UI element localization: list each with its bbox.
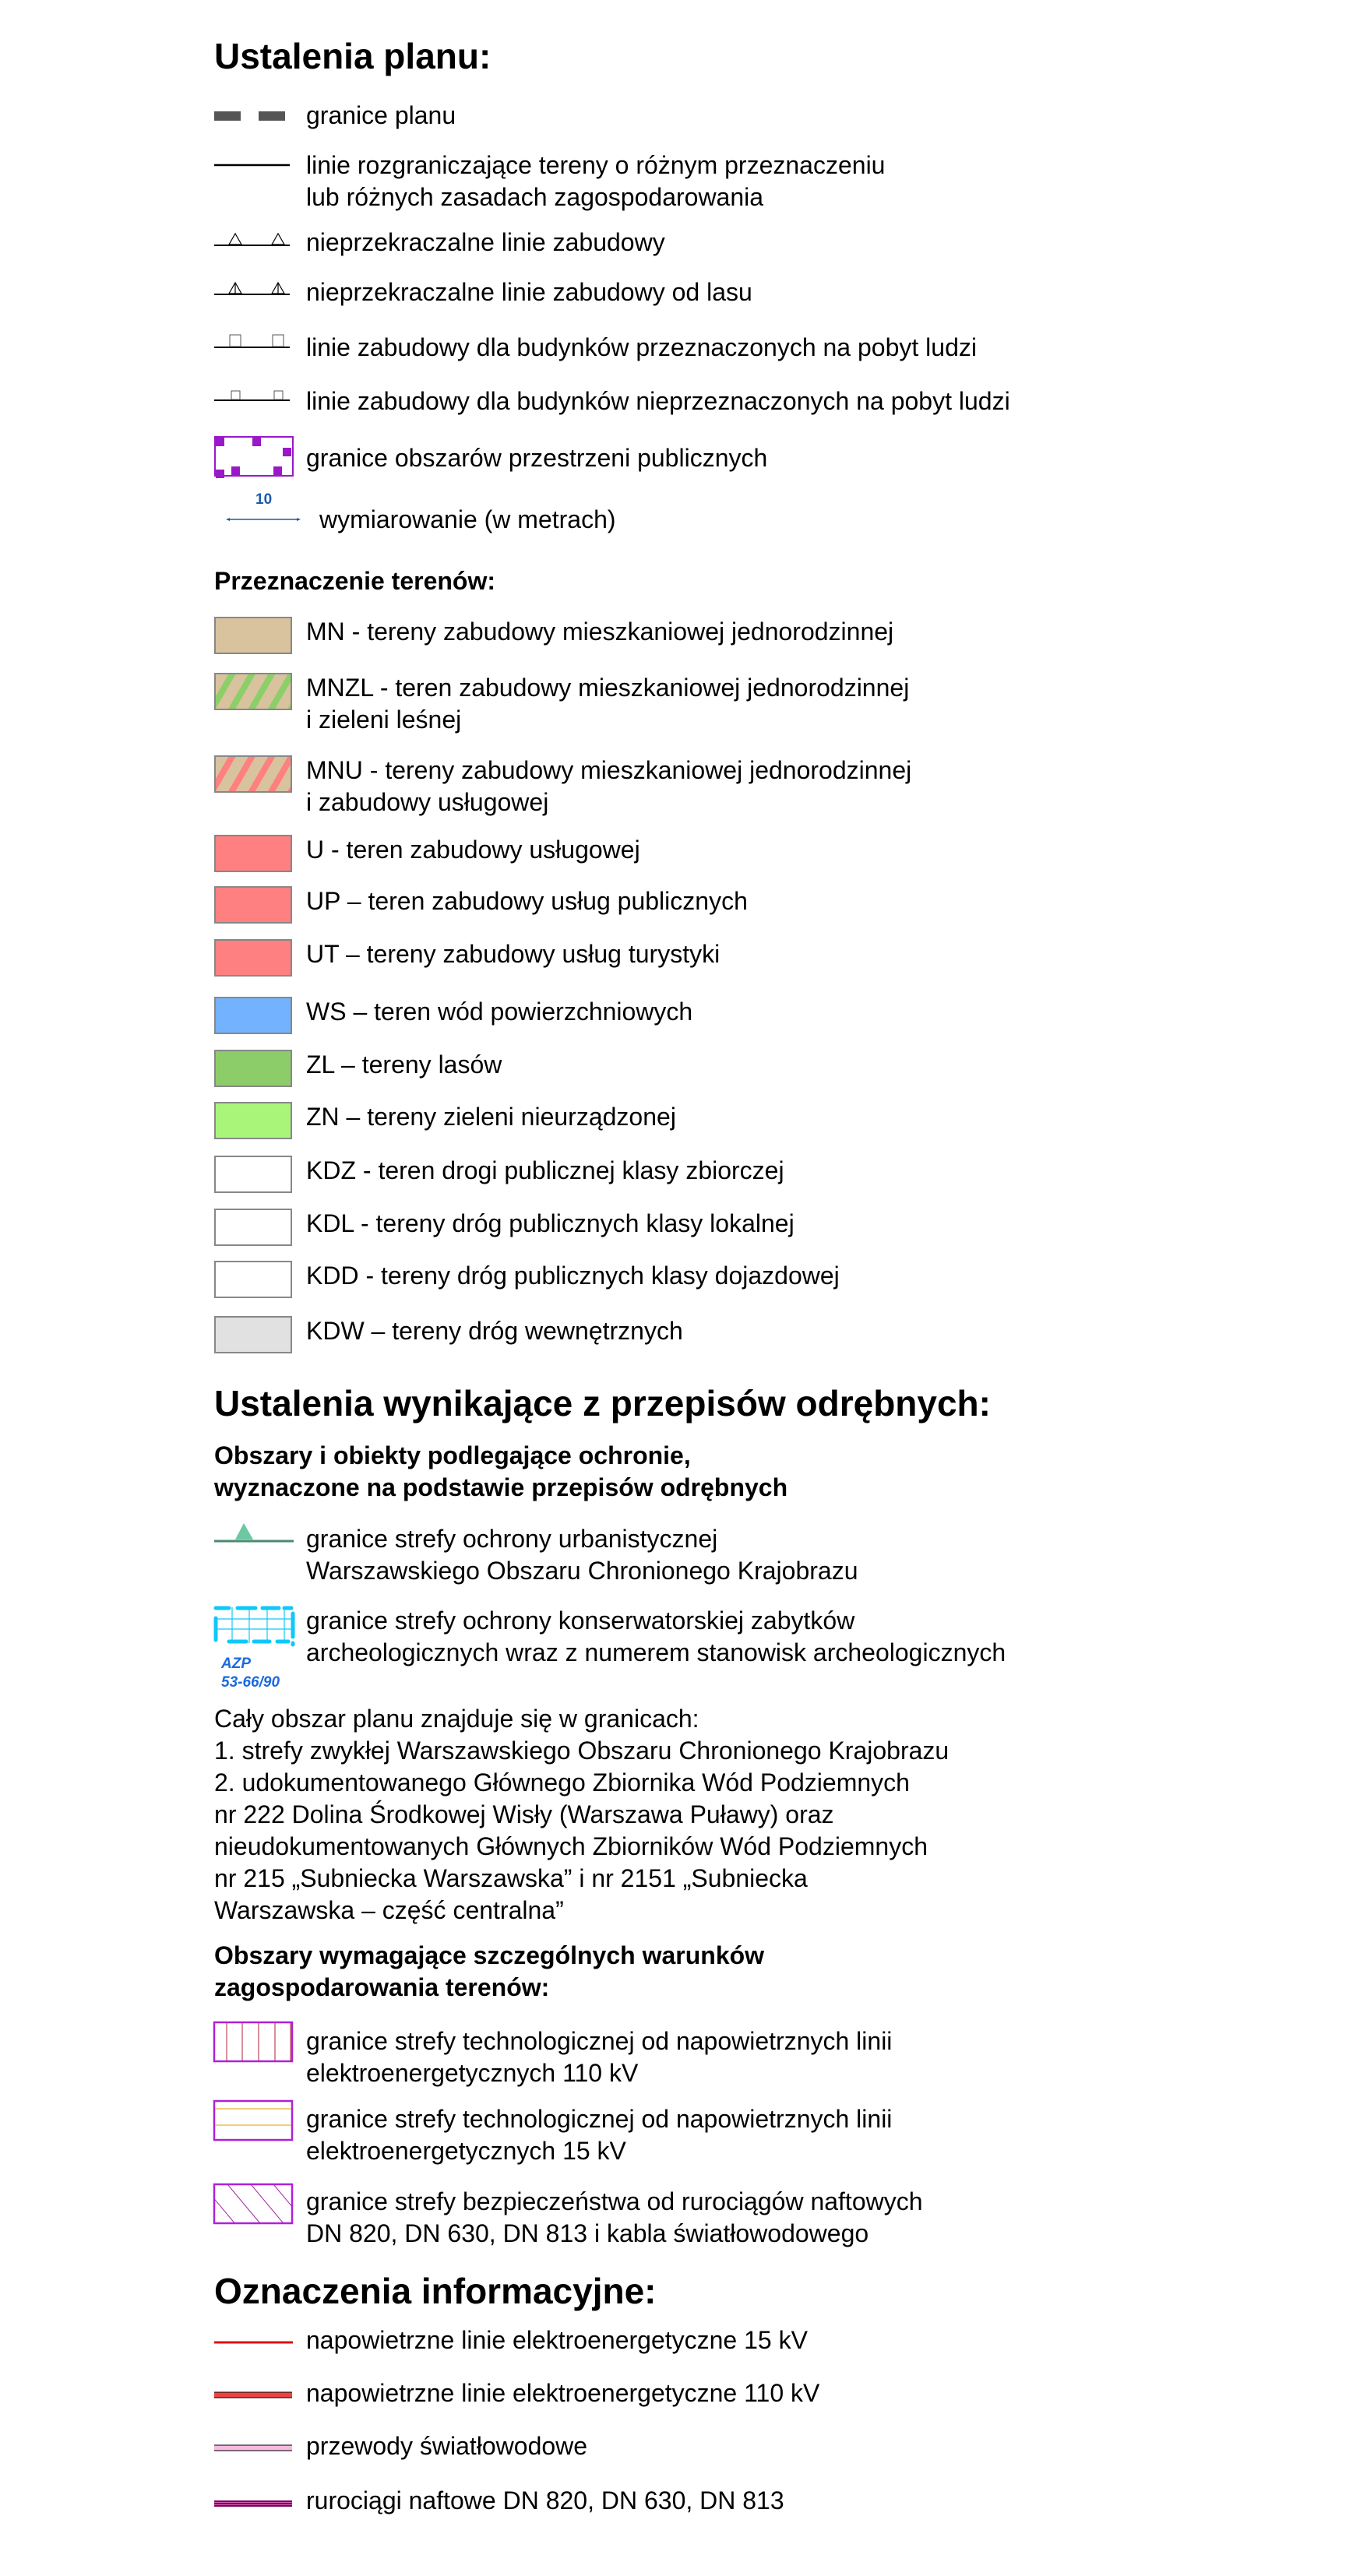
landuse-label-up: UP – teren zabudowy usług publicznych — [306, 887, 748, 915]
legend-label-nonresidential-building-line: linie zabudowy dla budynków nieprzeznaczonych na pobyt ludzi — [306, 387, 1010, 415]
landuse-label-ut: UT – tereny zabudowy usług turystyki — [306, 940, 720, 968]
dimension-arrow-icon — [224, 514, 302, 528]
zone-110kv-icon — [212, 2021, 298, 2068]
landuse-label-zl: ZL – tereny lasów — [306, 1050, 502, 1079]
landuse-label-mnzl-cont: i zieleni leśnej — [306, 706, 462, 734]
legend-label-fiber-optic: przewody światłowodowe — [306, 2432, 588, 2460]
note-line: Cały obszar planu znajduje się w granicach: — [214, 1705, 699, 1733]
landuse-swatch-zl — [214, 1050, 292, 1087]
legend-label-forest-building-line: nieprzekraczalne linie zabudowy od lasu — [306, 278, 752, 306]
legend-label-zone-15kv-2: elektroenergetycznych 15 kV — [306, 2137, 626, 2165]
legend-label-archaeology-1: granice strefy ochrony konserwatorskiej zabytków — [306, 1606, 855, 1635]
legend-label-pipeline-zone-1: granice strefy bezpieczeństwa od rurociągów naftowych — [306, 2187, 923, 2215]
special-title-2: zagospodarowania terenów: — [214, 1973, 550, 2001]
section-title-info: Oznaczenia informacyjne: — [214, 2271, 657, 2311]
landuse-label-kdw: KDW – tereny dróg wewnętrznych — [306, 1317, 683, 1345]
landuse-label-mnzl: MNZL - teren zabudowy mieszkaniowej jednorodzinnej — [306, 674, 910, 702]
legend-label-urban-protection-2: Warszawskiego Obszaru Chronionego Krajobrazu — [306, 1557, 858, 1585]
landuse-label-zn: ZN – tereny zieleni nieurządzonej — [306, 1103, 676, 1131]
section-title-plan: Ustalenia planu: — [214, 36, 491, 76]
legend-label-pipeline-zone-2: DN 820, DN 630, DN 813 i kabla światłowodowego — [306, 2219, 869, 2247]
legend-label-dimensioning: wymiarowanie (w metrach) — [319, 505, 616, 533]
legend-label-demarcation-1: linie rozgraniczające tereny o różnym przeznaczeniu — [306, 151, 886, 179]
legend-label-power-line-110kv: napowietrzne linie elektroenergetyczne 110 kV — [306, 2379, 820, 2407]
note-line: nieudokumentowanych Głównych Zbiorników Wód Podziemnych — [214, 1832, 928, 1860]
dashed-boundary-icon — [212, 109, 298, 128]
solid-line-icon — [212, 160, 298, 174]
public-space-boundary-icon — [212, 436, 298, 487]
landuse-swatch-zn — [214, 1102, 292, 1139]
zone-15kv-icon — [212, 2099, 298, 2147]
line-with-small-squares-icon — [212, 385, 298, 408]
note-line: 1. strefy zwykłej Warszawskiego Obszaru Chronionego Krajobrazu — [214, 1737, 950, 1765]
legend-label-residential-building-line: linie zabudowy dla budynków przeznaczonych na pobyt ludzi — [306, 333, 977, 361]
landuse-swatch-u — [214, 835, 292, 872]
oil-pipeline-icon — [212, 2498, 298, 2512]
special-title-1: Obszary wymagające szczególnych warunków — [214, 1941, 765, 1969]
legend-label-zone-110kv-1: granice strefy technologicznej od napowietrznych linii — [306, 2027, 893, 2055]
note-line: Warszawska – część centralna” — [214, 1896, 564, 1924]
legend-label-public-space: granice obszarów przestrzeni publicznych — [306, 444, 768, 472]
urban-protection-triangle-icon — [212, 1517, 298, 1547]
power-line-110kv-icon — [212, 2389, 298, 2403]
landuse-swatch-mnzl — [214, 673, 292, 710]
pipeline-safety-zone-icon — [212, 2183, 298, 2230]
landuse-swatch-kdw — [214, 1316, 292, 1353]
landuse-label-ws: WS – teren wód powierzchniowych — [306, 998, 693, 1026]
landuse-label-mnu-cont: i zabudowy usługowej — [306, 788, 549, 816]
legend-label-urban-protection-1: granice strefy ochrony urbanistycznej — [306, 1525, 718, 1553]
landuse-swatch-mn — [214, 617, 292, 654]
line-with-split-triangles-icon — [212, 279, 298, 301]
legend-label-oil-pipeline: rurociągi naftowe DN 820, DN 630, DN 813 — [306, 2486, 784, 2514]
power-line-15kv-icon — [212, 2336, 298, 2350]
legend-label-zone-110kv-2: elektroenergetycznych 110 kV — [306, 2059, 639, 2087]
legend-label-demarcation-2: lub różnych zasadach zagospodarowania — [306, 183, 764, 211]
legend-label-power-line-15kv: napowietrzne linie elektroenergetyczne 15 kV — [306, 2326, 808, 2354]
archaeology-label-azp: AZP — [221, 1656, 251, 1672]
note-line: nr 222 Dolina Środkowej Wisły (Warszawa Puławy) oraz — [214, 1800, 834, 1828]
landuse-label-kdl: KDL - tereny dróg publicznych klasy lokalnej — [306, 1209, 794, 1237]
legend-label-building-line: nieprzekraczalne linie zabudowy — [306, 228, 665, 256]
dimension-value-label: 10 — [255, 491, 273, 508]
legend-label-archaeology-2: archeologicznych wraz z numerem stanowisk archeologicznych — [306, 1638, 1006, 1666]
landuse-label-kdd: KDD - tereny dróg publicznych klasy dojazdowej — [306, 1262, 840, 1290]
landuse-label-mnu: MNU - tereny zabudowy mieszkaniowej jednorodzinnej — [306, 756, 912, 784]
landuse-swatch-kdz — [214, 1156, 292, 1193]
landuse-swatch-ut — [214, 939, 292, 977]
landuse-swatch-up — [214, 886, 292, 924]
fiber-optic-icon — [212, 2442, 298, 2456]
landuse-label-kdz: KDZ - teren drogi publicznej klasy zbiorczej — [306, 1156, 784, 1184]
legend-label-plan-boundary: granice planu — [306, 101, 456, 129]
archaeology-label-number: 53-66/90 — [221, 1674, 280, 1691]
landuse-swatch-ws — [214, 997, 292, 1034]
note-line: nr 215 „Subniecka Warszawska” i nr 2151 „Subniecka — [214, 1864, 808, 1892]
section-title-landuse: Przeznaczenie terenów: — [214, 567, 495, 595]
landuse-swatch-kdl — [214, 1209, 292, 1246]
landuse-label-u: U - teren zabudowy usługowej — [306, 836, 640, 864]
landuse-label-mn: MN - tereny zabudowy mieszkaniowej jednorodzinnej — [306, 618, 894, 646]
legend-label-zone-15kv-1: granice strefy technologicznej od napowietrznych linii — [306, 2105, 893, 2133]
protected-title-2: wyznaczone na podstawie przepisów odrębnych — [214, 1473, 788, 1501]
landuse-swatch-mnu — [214, 755, 292, 793]
section-title-regulations: Ustalenia wynikające z przepisów odrębnych: — [214, 1383, 991, 1423]
archaeology-zone-icon — [212, 1604, 298, 1655]
line-with-squares-icon — [212, 332, 298, 354]
line-with-triangles-icon — [212, 230, 298, 252]
landuse-swatch-kdd — [214, 1261, 292, 1298]
protected-title-1: Obszary i obiekty podlegające ochronie, — [214, 1441, 691, 1469]
note-line: 2. udokumentowanego Głównego Zbiornika Wód Podziemnych — [214, 1768, 910, 1797]
